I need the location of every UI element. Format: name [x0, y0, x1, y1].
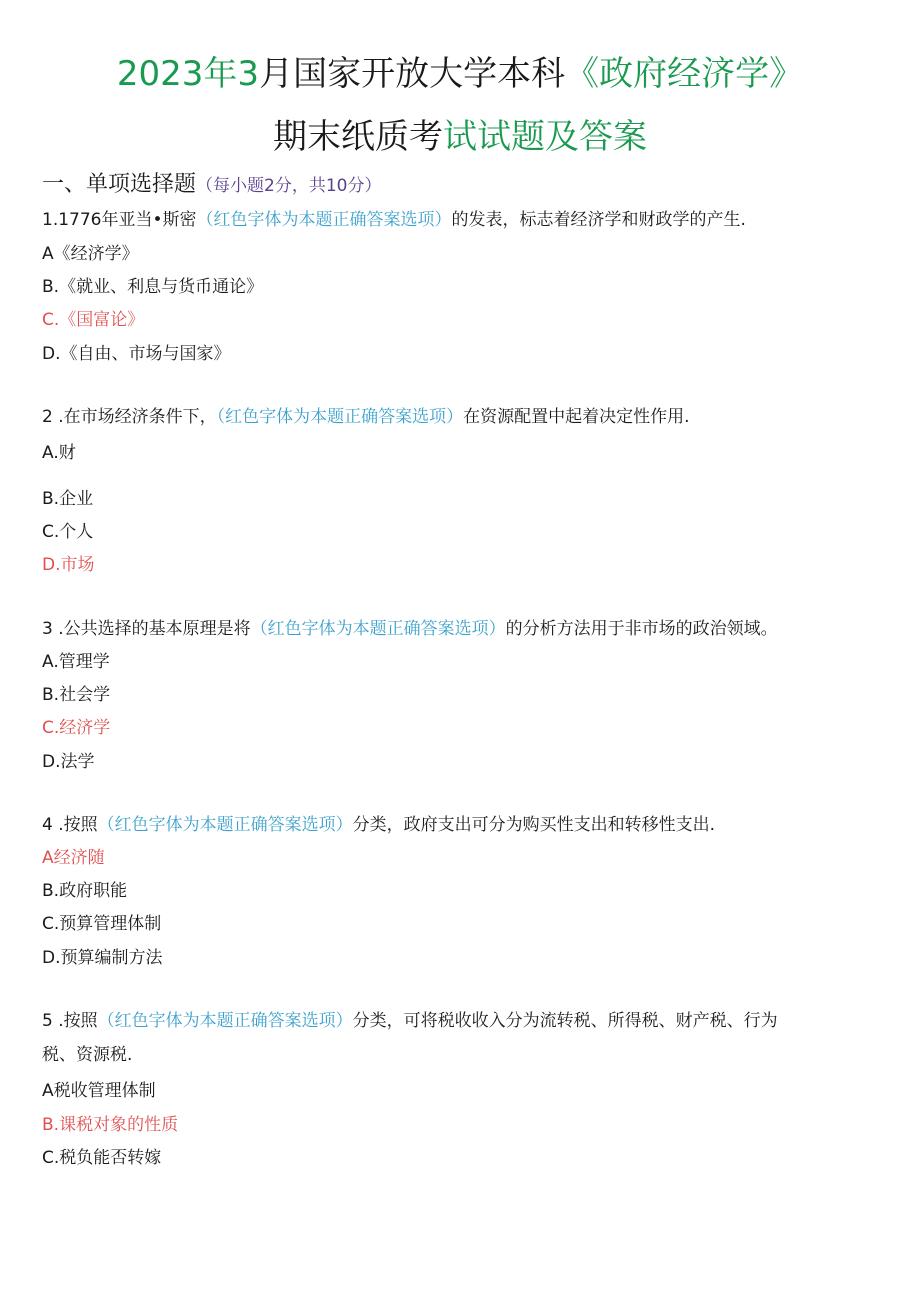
- question-4-stem: [42, 813, 715, 837]
- question-4-option-b: B.政府职能: [42, 881, 128, 901]
- question-3-stem: [42, 617, 778, 641]
- question-5-stem: [42, 1009, 778, 1033]
- question-2-option-b: B.企业: [42, 489, 94, 509]
- question-3-hint: （红色字体为本题正确答案选项）: [250, 619, 506, 639]
- section-heading: [42, 170, 381, 201]
- question-1-hint: （红色字体为本题正确答案选项）: [196, 210, 452, 230]
- question-2-text: 2 .在市场经济条件下，: [42, 407, 217, 427]
- title-institution: 月国家开放大学本科: [259, 54, 566, 94]
- question-5-text: 5 .按照: [42, 1011, 98, 1031]
- question-4-option-d: D.预算编制方法: [42, 948, 163, 968]
- section-title: 一、单项选择题: [42, 172, 197, 197]
- question-3-text: 3 .公共选择的基本原理是将: [42, 619, 251, 639]
- question-2-option-d-correct: D.市场: [42, 555, 95, 575]
- question-1-text-end: 的发表，标志着经济学和财政学的产生.: [451, 210, 746, 230]
- question-5-text-end: 分类，可将税收收入分为流转税、所得税、财产税、行为: [352, 1011, 778, 1031]
- title-exam-type: 期末纸质考: [273, 117, 443, 157]
- question-3-option-b: B.社会学: [42, 685, 111, 705]
- title-answers: 试试题及答案: [443, 117, 647, 157]
- question-5-stem-continued: 税、资源税.: [42, 1045, 133, 1065]
- question-2-option-c: C.个人: [42, 522, 94, 542]
- question-1-text: 1.1776年亚当•斯密: [42, 210, 197, 230]
- question-1-stem: [42, 208, 746, 232]
- question-2-stem: [42, 405, 690, 429]
- question-4-option-c: C.预算管理体制: [42, 914, 162, 934]
- question-3-option-c-correct: C.经济学: [42, 718, 111, 738]
- title-year: 2023年3: [116, 54, 260, 94]
- question-1-option-a: A《经济学》: [42, 244, 139, 264]
- question-4-text: 4 .按照: [42, 815, 98, 835]
- question-4-option-a-correct: A经济随: [42, 848, 105, 868]
- question-3-option-a: A.管理学: [42, 652, 110, 672]
- question-2-hint: （红色字体为本题正确答案选项）: [216, 407, 464, 427]
- question-2-text-end: 在资源配置中起着决定性作用.: [463, 407, 690, 427]
- question-5-option-c: C.税负能否转嫁: [42, 1148, 162, 1168]
- section-score-note: （每小题2分，共10分）: [196, 176, 382, 196]
- question-1-option-d: D.《自由、市场与国家》: [42, 344, 231, 364]
- question-3-option-d: D.法学: [42, 752, 95, 772]
- page-title-line-2: [0, 115, 920, 159]
- question-4-hint: （红色字体为本题正确答案选项）: [97, 815, 353, 835]
- page-title-line-1: [0, 52, 920, 96]
- question-1-option-c-correct: C.《国富论》: [42, 310, 145, 330]
- question-1-option-b: B.《就业、利息与货币通论》: [42, 277, 264, 297]
- question-3-text-end: 的分析方法用于非市场的政治领域。: [505, 619, 778, 639]
- question-4-text-end: 分类，政府支出可分为购买性支出和转移性支出.: [352, 815, 716, 835]
- question-5-hint: （红色字体为本题正确答案选项）: [97, 1011, 353, 1031]
- question-5-option-a: A税收管理体制: [42, 1081, 156, 1101]
- question-5-option-b-correct: B.课税对象的性质: [42, 1115, 179, 1135]
- question-2-option-a: A.财: [42, 443, 76, 463]
- title-course: 《政府经济学》: [565, 54, 804, 94]
